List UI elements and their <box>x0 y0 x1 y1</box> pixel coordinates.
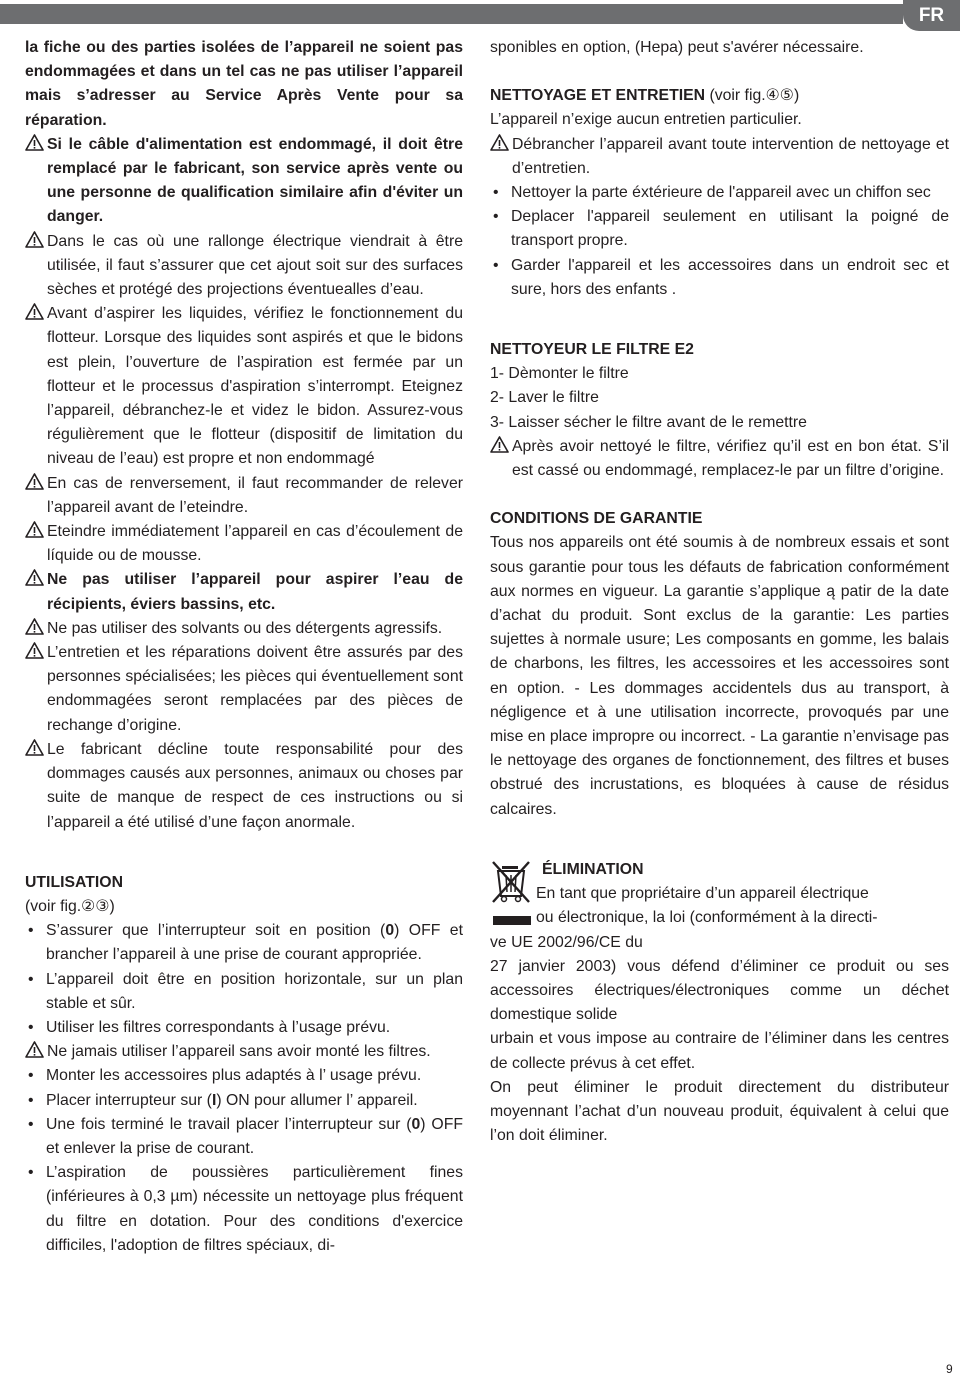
language-badge: FR <box>903 0 960 31</box>
nettoyage-heading: NETTOYAGE ET ENTRETIEN <box>490 87 706 105</box>
warning-repairs-text: L’entretien et les réparations doivent être assurés par des personnes spécialisées; les pièces qui éventuellement sont endommagées seront remplacées par des pièces de rechange d’origine. <box>47 644 463 734</box>
spacer <box>25 835 463 871</box>
filtre-step-3: 3- Laisser sécher le filtre avant de le remettre <box>490 413 807 431</box>
list-item-text: S’assurer que l’interrupteur soit en position ( <box>46 922 386 940</box>
elimination-paragraph-3: urbain et vous impose au contraire de l’éliminer dans les centres de collecte prévus à cet effet. <box>490 1030 949 1072</box>
weee-bin-icon <box>490 860 532 932</box>
warning-foam <box>25 520 463 568</box>
list-item-text: ) ON pour allumer l’ appareil. <box>216 1091 418 1109</box>
elimination-section <box>490 858 949 1148</box>
intro-paragraph: la fiche ou des parties isolées de l’appareil ne soient pas endommagées et dans un tel cas ne pas utiliser l’appareil mais s’adresser au Service Après Vente pour sa réparation. <box>25 39 463 129</box>
warning-filters <box>25 1040 463 1064</box>
header-bar <box>0 4 903 24</box>
warning-tip-over-text: En cas de renversement, il faut recommander de relever l’appareil avant de l’eteindre. <box>47 474 463 516</box>
elimination-line-1: En tant que propriétaire d’un appareil électrique <box>536 885 869 903</box>
filtre-heading: NETTOYEUR LE FILTRE E2 <box>490 341 694 359</box>
warning-tip-over <box>25 472 463 520</box>
spacer <box>490 483 949 507</box>
utilisation-heading: UTILISATION <box>25 873 123 891</box>
warning-foam-text: Eteindre immédiatement l’appareil en cas d’écoulement de líquide ou de mousse. <box>47 523 463 565</box>
filtre-step-2: 2- Laver le filtre <box>490 389 599 407</box>
spacer <box>490 822 949 858</box>
filtre-step-1: 1- Dèmonter le filtre <box>490 365 629 383</box>
warning-icon <box>25 134 44 151</box>
right-column <box>490 36 949 1148</box>
warning-filters-text: Ne jamais utiliser l’appareil sans avoir monté les filtres. <box>47 1043 431 1061</box>
switch-position: I <box>211 1091 217 1109</box>
list-item: • L’appareil doit être en position horizontale, sur un plan stable et sûr. <box>25 968 463 1016</box>
elimination-paragraph-2: 27 janvier 2003) vous défend d’éliminer ce produit ou ses accessoires électriques/électroniques comme un déchet domestique solide <box>490 957 949 1024</box>
utilisation-list-2 <box>25 1064 463 1258</box>
switch-position: 0 <box>385 922 395 940</box>
utilisation-list <box>25 919 463 1040</box>
garantie-heading: CONDITIONS DE GARANTIE <box>490 510 703 528</box>
switch-position: 0 <box>411 1115 421 1133</box>
warning-containers <box>25 568 463 616</box>
nettoyage-heading-line <box>490 84 949 108</box>
list-item-text: ) OFF et enlever la prise de courant. <box>46 1115 463 1157</box>
warning-icon <box>490 436 509 453</box>
warning-icon <box>25 642 44 659</box>
warning-icon <box>25 231 44 248</box>
list-item-text: Placer interrupteur sur ( <box>46 1091 212 1109</box>
warning-icon <box>25 473 44 490</box>
warning-extension-text: Dans le cas où une rallonge électrique viendrait à être utilisée, il faut s’assurer que cet ajout soit sur des surfaces sèches et protégé des projections éventuealles d’eau. <box>47 232 463 299</box>
warning-unplug-text: Débrancher l’appareil avant toute intervention de nettoyage et d’entretien. <box>512 135 949 177</box>
spacer <box>490 60 949 84</box>
warning-solvents-text: Ne pas utiliser des solvants ou des détergents agressifs. <box>47 619 443 637</box>
warning-float <box>25 302 463 471</box>
warning-unplug <box>490 133 949 181</box>
warning-liability <box>25 738 463 835</box>
warning-filter-check-text: Après avoir nettoyé le filtre, vérifiez qu’il est en bon état. S’il est cassé ou endommagé, remplacez-le par un filtre d’origine. <box>512 437 949 480</box>
list-item: • Nettoyer la parte éxtérieure de l'appareil avec un chiffon sec <box>490 181 949 205</box>
warning-liability-text: Le fabricant décline toute responsabilité pour des dommages causés aux personnes, animaux ou choses par suite de manque de respect de ces instructions ou si l’appareil a été utilisé d’une façon anormale. <box>47 740 463 831</box>
warning-cable-text: Si le câble d'alimentation est endommagé, il doit être remplacé par le fabricant, son service après vente ou une personne de qualification similaire afin d'éviter un danger. <box>47 135 463 226</box>
warning-icon <box>25 1041 44 1058</box>
warning-float-text: Avant d’aspirer les liquides, vérifiez le fonctionnement du flotteur. Lorsque des liquides sont aspirés et que le bidons est plein, l’ouverture de l’aspiration est fermée par un flotteur et le processus d'aspiration s’interrompt. Eteignez l’appareil, débranchez-le et videz le bidon. Assurez-vous régulièrement que le flotteur (dispositif de limitation du niveau de l’eau) est propre et non endommagé <box>47 305 463 468</box>
nettoyage-intro: L’appareil n’exige aucun entretien particulier. <box>490 111 802 129</box>
list-item: • Monter les accessoires plus adaptés à l’ usage prévu. <box>25 1064 463 1088</box>
warning-filter-check <box>490 435 949 483</box>
utilisation-figure-ref: (voir fig.②③) <box>25 897 115 915</box>
page-number: 9 <box>946 1362 953 1376</box>
nettoyage-figure-ref: (voir fig.④⑤) <box>705 87 800 105</box>
list-item <box>25 919 463 967</box>
list-item-text: Une fois terminé le travail placer l’interrupteur sur ( <box>46 1115 412 1133</box>
elimination-paragraph-4: On peut éliminer le produit directement du distributeur moyennant l’achat d’un nouveau produit, équivalent à celui que l’on doit éliminer. <box>490 1078 949 1145</box>
warning-icon <box>25 303 44 320</box>
warning-extension <box>25 230 463 303</box>
warning-icon <box>25 569 44 586</box>
list-item: • L’aspiration de poussières particulièrement fines (inférieures à 0,3 µm) nécessite un nettoyage plus fréquent du filtre en dotation. Pour des conditions d'exercice difficiles, l'adoption de filtres spéciaux, di- <box>25 1161 463 1258</box>
elimination-line-3: ve UE 2002/96/CE du <box>490 933 643 951</box>
list-item-text: ) OFF et brancher l’appareil à une prise de courant appropriée. <box>46 922 463 964</box>
list-item <box>25 1089 463 1113</box>
warning-icon <box>490 134 509 151</box>
warning-icon <box>25 521 44 538</box>
spacer <box>490 302 949 338</box>
list-item <box>25 1113 463 1161</box>
warning-containers-text: Ne pas utiliser l’appareil pour aspirer l’eau de récipients, éviers bassins, etc. <box>47 571 463 613</box>
elimination-line-2: ou électronique, la loi (conformément à la directi- <box>536 909 878 927</box>
nettoyage-list <box>490 181 949 302</box>
warning-cable <box>25 133 463 230</box>
list-item: • Utiliser les filtres correspondants à l’usage prévu. <box>25 1016 463 1040</box>
continuation-text: sponibles en option, (Hepa) peut s'avérer nécessaire. <box>490 39 864 56</box>
list-item: • Deplacer l'appareil seulement en utilisant la poigné de transport propre. <box>490 205 949 253</box>
elimination-heading: ÉLIMINATION <box>542 860 644 878</box>
warning-solvents <box>25 617 463 641</box>
warning-icon <box>25 618 44 635</box>
list-item: • Garder l'appareil et les accessoires dans un endroit sec et sure, hors des enfants . <box>490 254 949 302</box>
garantie-text: Tous nos appareils ont été soumis à de nombreux essais et sont sous garantie pour tous les défauts de fabrication conformément aux normes en vigueur. La garantie s’applique ą patir de la date d’achat du produit. Sont exclus de la garantie: Les parties sujettes à normale usure; Les composants en gomme, les balais de charbons, les filtres, les accessoires et les accessoires sont en option. - Les dommages accidentels dus au transport, à négligence et à une utilisation incorrecte, provoqués par une mise en place impropre ou incorrect. - La garantie n’envisage pas le nettoyage des organes de fonctionnement, des filtres et buses obstrué des incrustations, es bloquées à cause de résidus calcaires. <box>490 534 949 818</box>
left-column <box>25 36 463 1258</box>
warning-icon <box>25 739 44 756</box>
warning-repairs <box>25 641 463 738</box>
